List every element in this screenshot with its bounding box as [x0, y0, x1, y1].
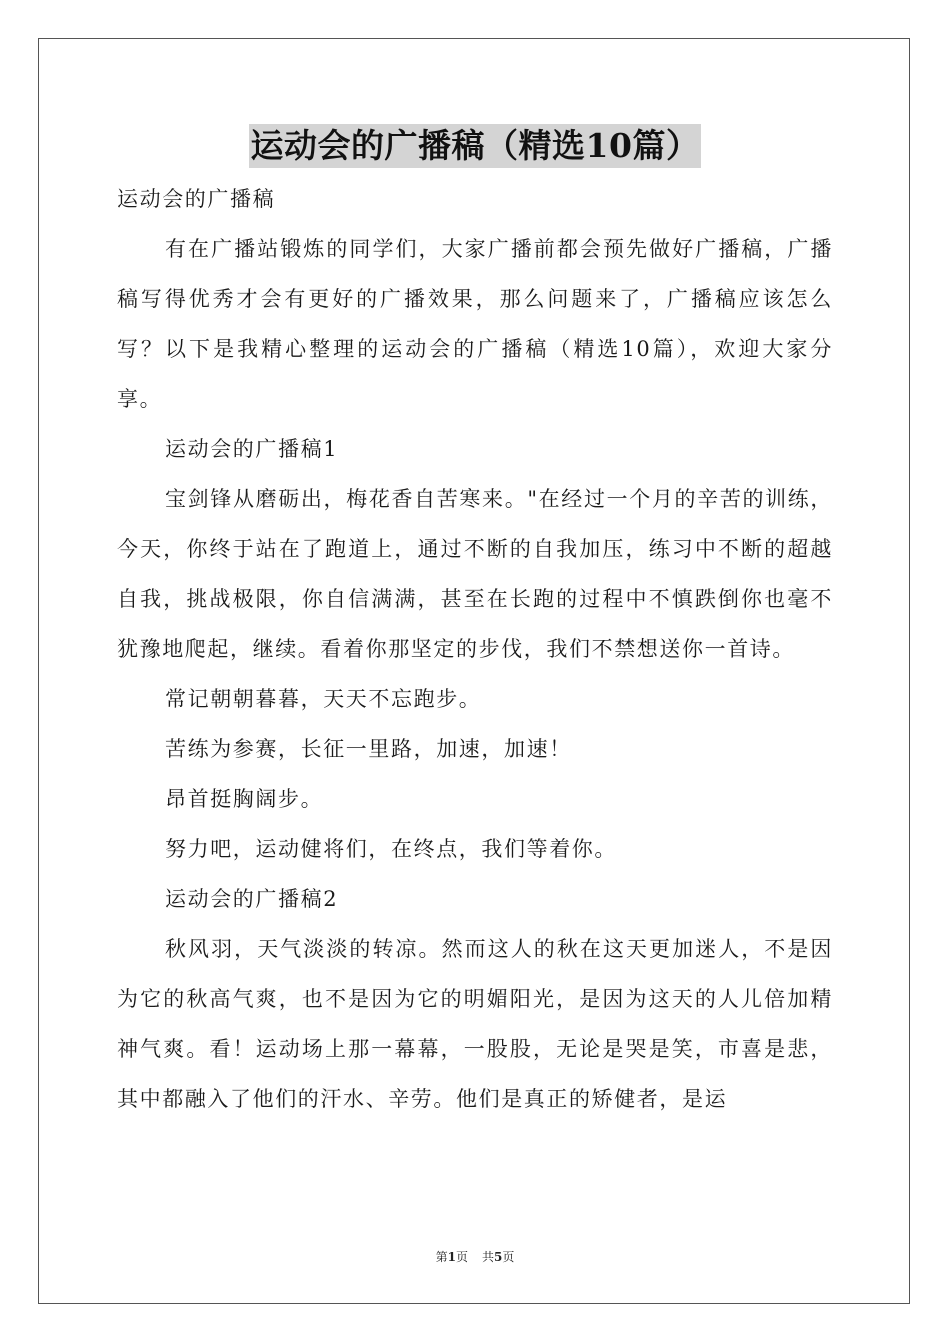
footer-total-suffix: 页 [502, 1250, 515, 1264]
poem-line: 苦练为参赛，长征一里路，加速，加速！ [165, 737, 572, 761]
poem-line: 常记朝朝暮暮，天天不忘跑步。 [165, 687, 482, 711]
paragraph: 秋风羽，天气淡淡的转凉。然而这人的秋在这天更加迷人，不是因为它的秋高气爽，也不是因为它的明媚阳光，是因为这天的人儿倍加精神气爽。看！运动场上那一幕幕，一股股，无论是哭是笑，市喜是悲，其中都融入了他们的汗水、辛劳。他们是真正的矫健者，是运 [117, 937, 833, 1111]
page-footer [0, 1248, 950, 1265]
section-heading-1: 运动会的广播稿1 [165, 437, 339, 461]
paragraph: 努力吧，运动健将们，在终点，我们等着你。 [165, 837, 617, 861]
subtitle: 运动会的广播稿 [117, 187, 276, 211]
document-body [117, 174, 833, 1124]
title-container [0, 124, 950, 168]
section-heading-2: 运动会的广播稿2 [165, 887, 339, 911]
footer-page-total: 5 [494, 1250, 503, 1264]
poem-line: 昂首挺胸阔步。 [165, 787, 324, 811]
paragraph-intro: 有在广播站锻炼的同学们，大家广播前都会预先做好广播稿，广播稿写得优秀才会有更好的广播效果，那么问题来了，广播稿应该怎么写？以下是我精心整理的运动会的广播稿（精选10篇），欢迎大家分享。 [117, 237, 833, 411]
document-title: 运动会的广播稿（精选10篇） [249, 124, 702, 168]
footer-total-prefix: 共 [482, 1250, 495, 1264]
footer-page-current: 1 [447, 1250, 456, 1264]
footer-page-suffix: 页 [455, 1250, 468, 1264]
footer-page-prefix: 第 [435, 1250, 448, 1264]
paragraph: 宝剑锋从磨砺出，梅花香自苦寒来。"在经过一个月的辛苦的训练，今天，你终于站在了跑道上，通过不断的自我加压，练习中不断的超越自我，挑战极限，你自信满满，甚至在长跑的过程中不慎跌倒你也毫不犹豫地爬起，继续。看着你那坚定的步伐，我们不禁想送你一首诗。 [117, 487, 833, 661]
